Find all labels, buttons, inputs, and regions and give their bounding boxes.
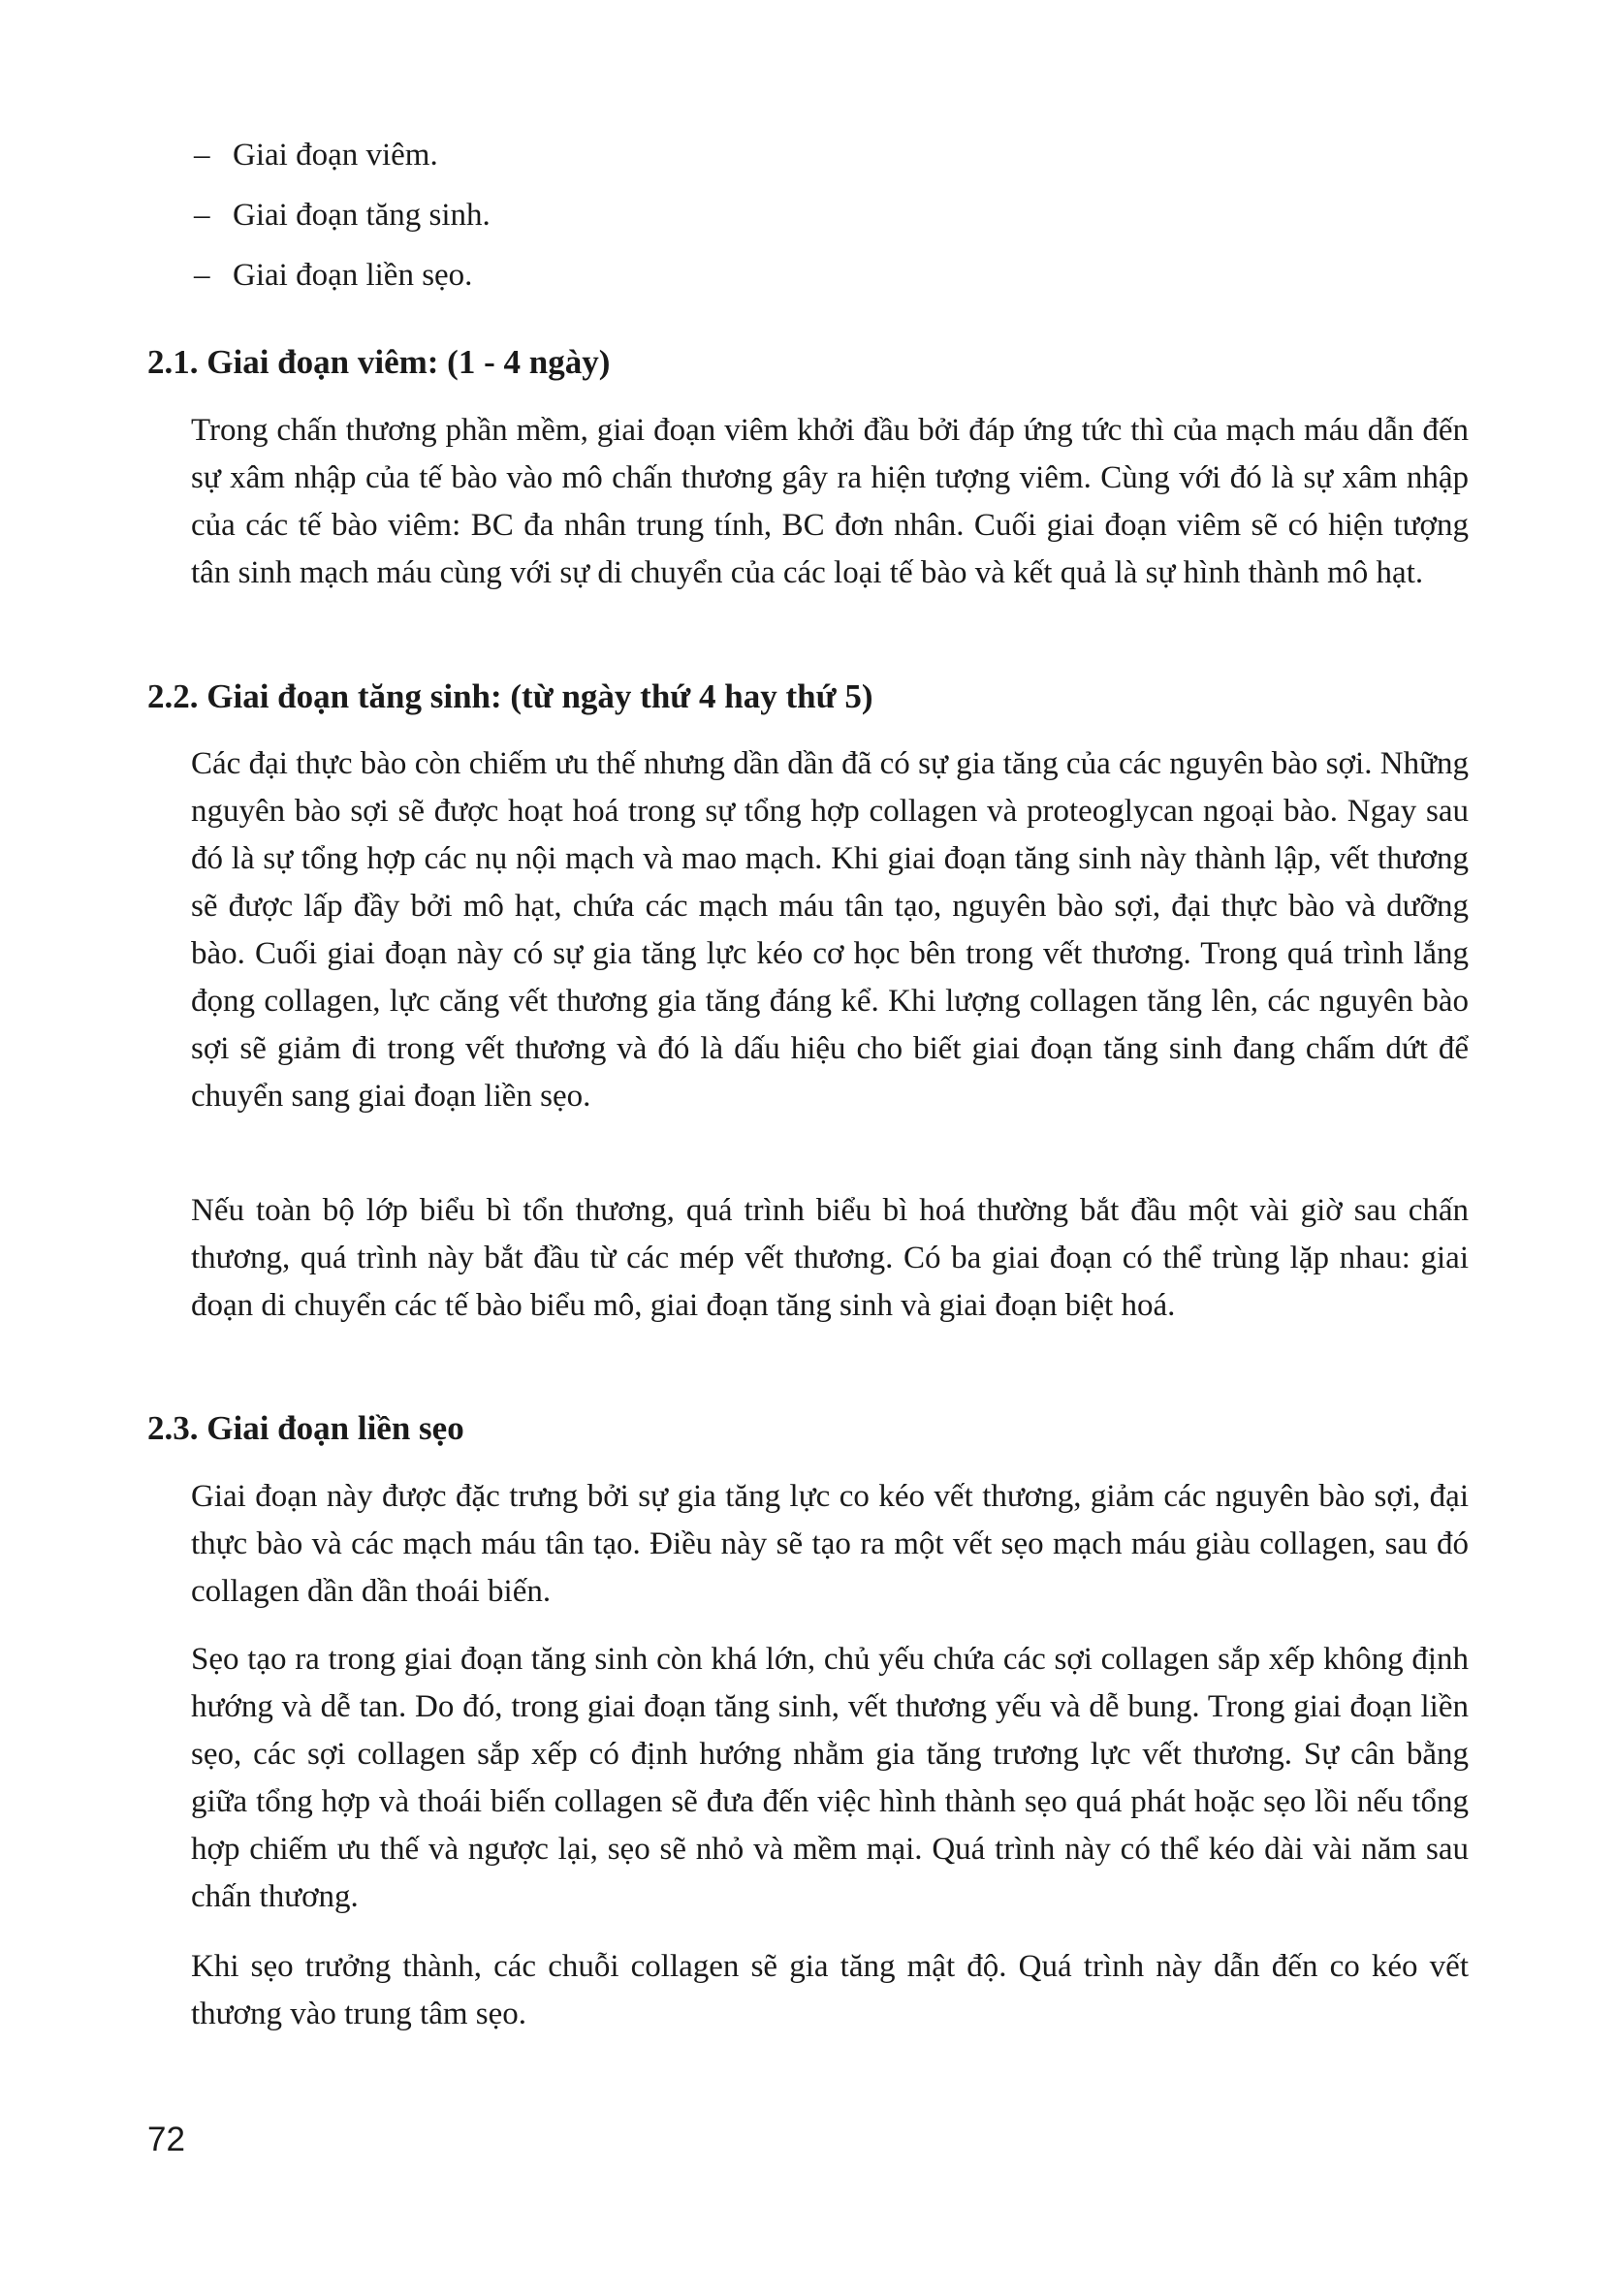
stage-list xyxy=(194,136,1454,316)
list-item xyxy=(194,136,1454,174)
paragraph-remodeling-2: Sẹo tạo ra trong giai đoạn tăng sinh còn khá lớn, chủ yếu chứa các sợi collagen sắp xếp không định hướng và dễ tan. Do đó, trong giai đoạn tăng sinh, vết thương yếu và dễ bung. Trong giai đoạn liền sẹo, các sợi collagen sắp xếp có định hướng nhằm gia tăng trương lực vết thương. Sự cân bằng giữa tổng hợp và thoái biến collagen sẽ đưa đến việc hình thành sẹo quá phát hoặc sẹo lồi nếu tổng hợp chiếm ưu thế và ngược lại, sẹo sẽ nhỏ và mềm mại. Quá trình này có thể kéo dài vài năm sau chấn thương. xyxy=(191,1642,1469,1914)
section-heading-proliferation: 2.2. Giai đoạn tăng sinh: (từ ngày thứ 4 hay thứ 5) xyxy=(147,677,873,715)
paragraph-proliferation-1: Các đại thực bào còn chiếm ưu thế nhưng dần dần đã có sự gia tăng của các nguyên bào sợi. Những nguyên bào sợi sẽ được hoạt hoá trong sự tổng hợp collagen và proteoglycan ngoại bào. Ngay sau đó là sự tổng hợp các nụ nội mạch và mao mạch. Khi giai đoạn tăng sinh này thành lập, vết thương sẽ được lấp đầy bởi mô hạt, chứa các mạch máu tân tạo, nguyên bào sợi, đại thực bào và dưỡng bào. Cuối giai đoạn này có sự gia tăng lực kéo cơ học bên trong vết thương. Trong quá trình lắng đọng collagen, lực căng vết thương gia tăng đáng kể. Khi lượng collagen tăng lên, các nguyên bào sợi sẽ giảm đi trong vết thương và đó là dấu hiệu cho biết giai đoạn tăng sinh đang chấm dứt để chuyển sang giai đoạn liền sẹo. xyxy=(191,746,1469,1114)
section-heading-inflammation: 2.1. Giai đoạn viêm: (1 - 4 ngày) xyxy=(147,343,611,381)
paragraph-remodeling-1: Giai đoạn này được đặc trưng bởi sự gia tăng lực co kéo vết thương, giảm các nguyên bào sợi, đại thực bào và các mạch máu tân tạo. Điều này sẽ tạo ra một vết sẹo mạch máu giàu collagen, sau đó collagen dần dần thoái biến. xyxy=(191,1479,1469,1609)
list-item xyxy=(194,256,1454,295)
section-heading-remodeling: 2.3. Giai đoạn liền sẹo xyxy=(147,1409,464,1447)
list-item-text: Giai đoạn liền sẹo. xyxy=(233,258,473,293)
list-item xyxy=(194,196,1454,235)
list-item-text: Giai đoạn viêm. xyxy=(233,138,438,173)
list-dash: – xyxy=(194,258,210,293)
paragraph-remodeling-3: Khi sẹo trưởng thành, các chuỗi collagen sẽ gia tăng mật độ. Quá trình này dẫn đến co kéo vết thương vào trung tâm sẹo. xyxy=(191,1949,1469,2031)
list-dash: – xyxy=(194,138,210,173)
paragraph-inflammation: Trong chấn thương phần mềm, giai đoạn viêm khởi đầu bởi đáp ứng tức thì của mạch máu dẫn đến sự xâm nhập của tế bào vào mô chấn thương gây ra hiện tượng viêm. Cùng với đó là sự xâm nhập của các tế bào viêm: BC đa nhân trung tính, BC đơn nhân. Cuối giai đoạn viêm sẽ có hiện tượng tân sinh mạch máu cùng với sự di chuyển của các loại tế bào và kết quả là sự hình thành mô hạt. xyxy=(191,413,1469,590)
paragraph-proliferation-2: Nếu toàn bộ lớp biểu bì tổn thương, quá trình biểu bì hoá thường bắt đầu một vài giờ sau chấn thương, quá trình này bắt đầu từ các mép vết thương. Có ba giai đoạn có thể trùng lặp nhau: giai đoạn di chuyển các tế bào biểu mô, giai đoạn tăng sinh và giai đoạn biệt hoá. xyxy=(191,1193,1469,1323)
list-item-text: Giai đoạn tăng sinh. xyxy=(233,198,491,233)
page-number: 72 xyxy=(147,2121,185,2158)
list-dash: – xyxy=(194,198,210,233)
